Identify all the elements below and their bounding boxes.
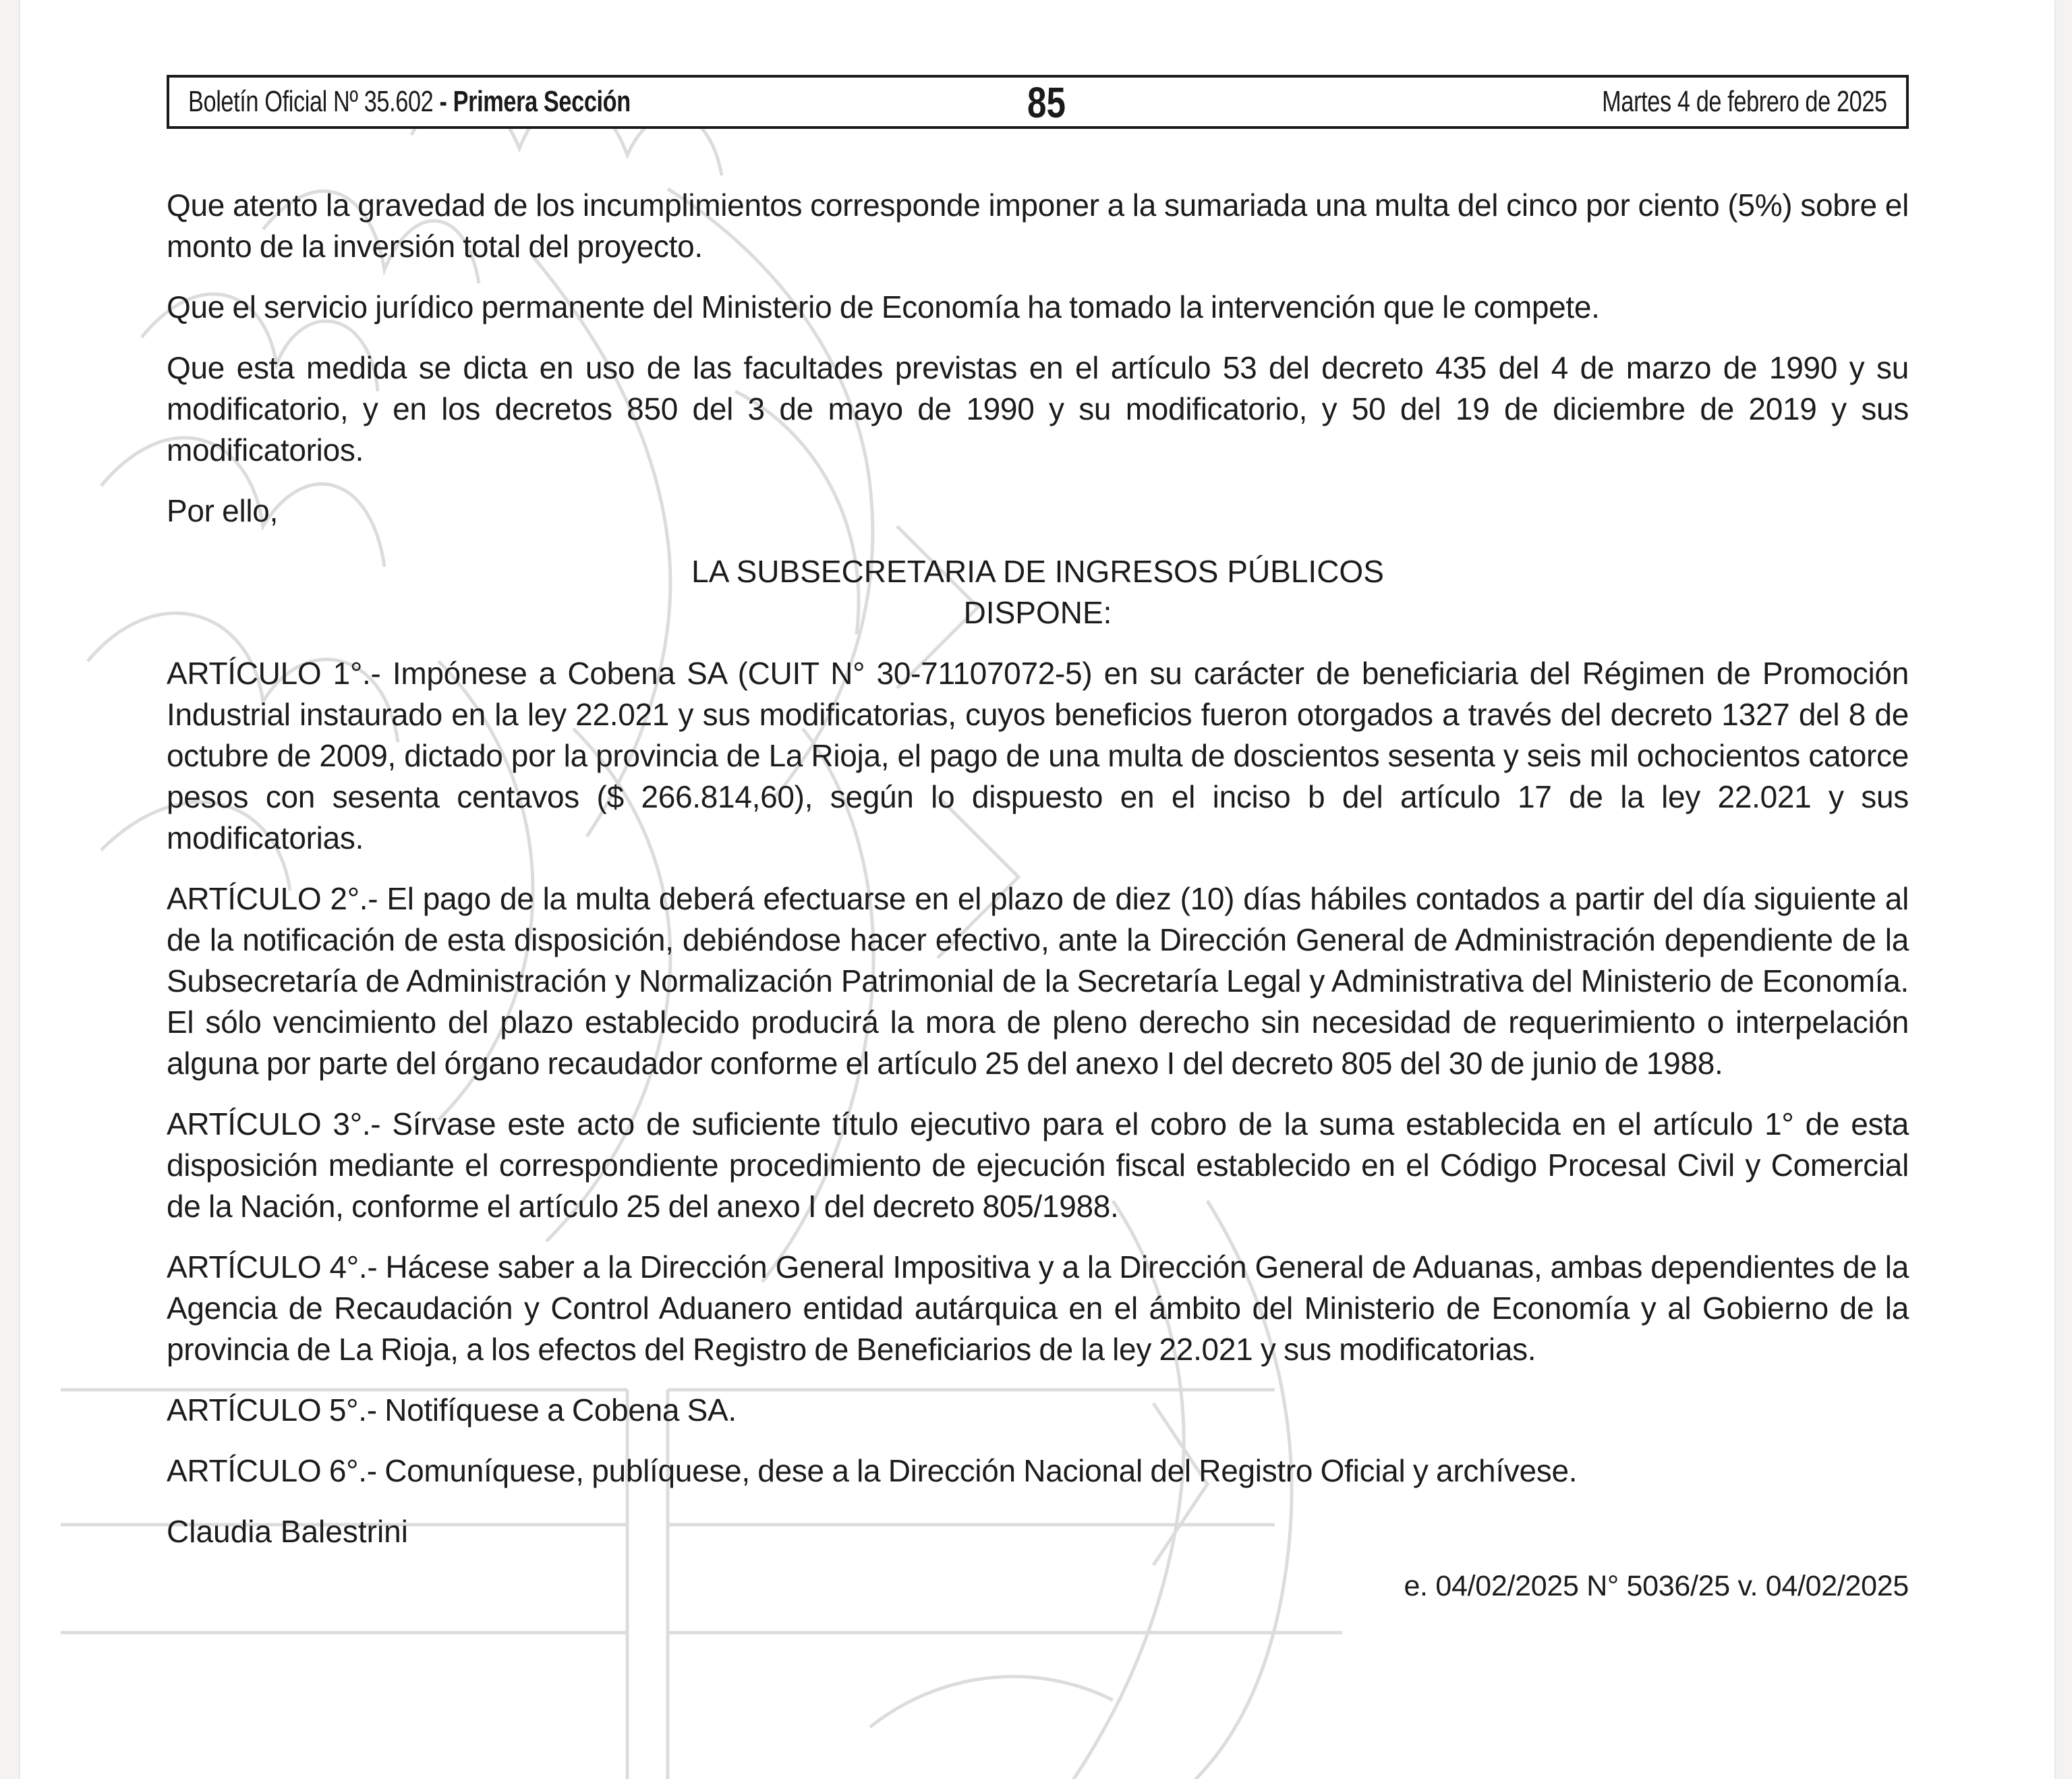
article-6: ARTÍCULO 6°.- Comuníquese, publíquese, dese a la Dirección Nacional del Registro Oficial y archívese. — [167, 1453, 1578, 1488]
por-ello-line: Por ello, — [167, 493, 279, 528]
document-body — [167, 185, 1909, 1636]
authority-block — [167, 551, 1909, 633]
considerando-paragraph: Que el servicio jurídico permanente del Ministerio de Economía ha tomado la intervención que le compete. — [167, 289, 1600, 324]
signatory-name: Claudia Balestrini — [167, 1514, 408, 1549]
considerando-paragraph: Que atento la gravedad de los incumplimientos corresponde imponer a la sumariada una multa del cinco por ciento (5%) sobre el monto de la inversión total del proyecto. — [167, 188, 1909, 264]
article-5: ARTÍCULO 5°.- Notifíquese a Cobena SA. — [167, 1392, 737, 1428]
article-3: ARTÍCULO 3°.- Sírvase este acto de suficiente título ejecutivo para el cobro de la suma establecida en el artículo 1° de esta disposición mediante el correspondiente procedimiento de ejecución fiscal establecido en el Código Procesal Civil y Comercial de la Nación, conforme el artículo 25 del anexo I del decreto 805/1988. — [167, 1106, 1909, 1224]
bulletin-header — [167, 75, 1909, 129]
header-publication — [188, 78, 631, 126]
publication-date: Martes 4 de febrero de 2025 — [1602, 85, 1887, 118]
publication-name: Boletín Oficial Nº 35.602 — [188, 85, 434, 118]
page-number: 85 — [1027, 78, 1066, 127]
article-2: ARTÍCULO 2°.- El pago de la multa deberá efectuarse en el plazo de diez (10) días hábiles contados a partir del día siguiente al de la notificación de esta disposición, debiéndose hacer efectivo, ante la Dirección General de Administración dependiente de la Subsecretaría de Administración y Normalización Patrimonial de la Secretaría Legal y Administrativa del Ministerio de Economía. El sólo vencimiento del plazo establecido producirá la mora de pleno derecho sin necesidad de requerimiento o interpelación alguna por parte del órgano recaudador conforme el artículo 25 del anexo I del decreto 805 del 30 de junio de 1988. — [167, 881, 1909, 1081]
authority-title: LA SUBSECRETARIA DE INGRESOS PÚBLICOS — [691, 554, 1384, 589]
article-1: ARTÍCULO 1°.- Impónese a Cobena SA (CUIT N° 30-71107072-5) en su carácter de beneficiaria del Régimen de Promoción Industrial instaurado en la ley 22.021 y sus modificatorias, cuyos beneficios fueron otorgados a través del decreto 1327 del 8 de octubre de 2009, dictado por la provincia de La Rioja, el pago de una multa de doscientos sesenta y seis mil ochocientos catorce pesos con sesenta centavos ($ 266.814,60), según lo dispuesto en el inciso b del artículo 17 de la ley 22.021 y sus modificatorias. — [167, 656, 1909, 855]
publication-reference: e. 04/02/2025 N° 5036/25 v. 04/02/2025 — [1404, 1570, 1909, 1602]
document-page — [20, 0, 2054, 1779]
authority-verb: DISPONE: — [963, 595, 1112, 630]
section-name: Primera Sección — [453, 85, 631, 118]
article-4: ARTÍCULO 4°.- Hácese saber a la Dirección General Impositiva y a la Dirección General de Aduanas, ambas dependientes de la Agencia de Recaudación y Control Aduanero entidad autárquica en el ámbito del Ministerio de Economía y al Gobierno de la provincia de La Rioja, a los efectos del Registro de Beneficiarios de la ley 22.021 y sus modificatorias. — [167, 1249, 1909, 1367]
header-separator: - — [433, 85, 453, 118]
considerando-paragraph: Que esta medida se dicta en uso de las facultades previstas en el artículo 53 del decreto 435 del 4 de marzo de 1990 y su modificatorio, y en los decretos 850 del 3 de mayo de 1990 y su modificatorio, y 50 del 19 de diciembre de 2019 y sus modificatorios. — [167, 350, 1909, 468]
